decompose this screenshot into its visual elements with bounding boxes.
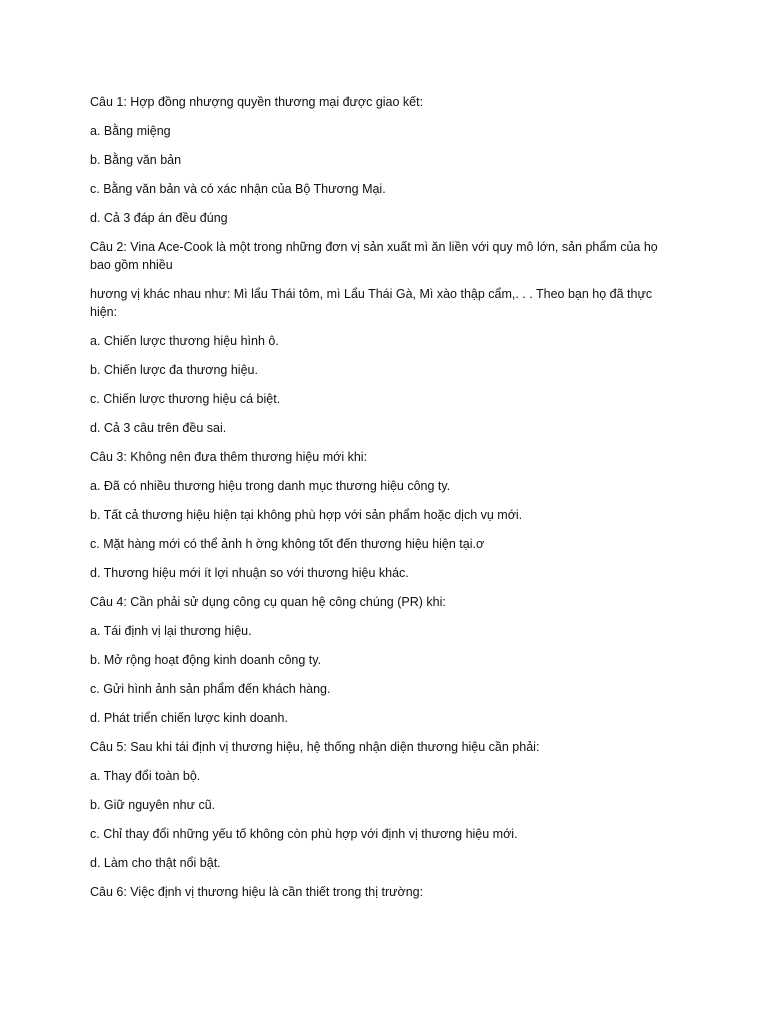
- question-2-option-b: b. Chiến lược đa thương hiệu.: [90, 363, 258, 377]
- question-5: Câu 5: Sau khi tái định vị thương hiệu, hệ thống nhận diện thương hiệu cần phải:: [90, 740, 540, 754]
- question-2-continued: hương vị khác nhau như: Mì lẩu Thái tôm, mì Lẩu Thái Gà, Mì xào thập cẩm,. . . Theo bạn họ đã thực hiện:: [90, 287, 653, 319]
- question-2-option-c: c. Chiến lược thương hiệu cá biệt.: [90, 392, 281, 406]
- question-1-option-a: a. Bằng miệng: [90, 124, 171, 138]
- question-4-option-a: a. Tái định vị lại thương hiệu.: [90, 624, 252, 638]
- question-4: Câu 4: Cần phải sử dụng công cụ quan hệ công chúng (PR) khi:: [90, 595, 446, 609]
- question-3-option-a: a. Đã có nhiều thương hiệu trong danh mục thương hiệu công ty.: [90, 479, 451, 493]
- question-1-option-c: c. Bằng văn bản và có xác nhận của Bộ Thương Mại.: [90, 182, 386, 196]
- question-3: Câu 3: Không nên đưa thêm thương hiệu mới khi:: [90, 450, 368, 464]
- document-body: [90, 93, 680, 912]
- question-5-option-b: b. Giữ nguyên như cũ.: [90, 798, 216, 812]
- question-4-option-c: c. Gửi hình ảnh sản phẩm đến khách hàng.: [90, 682, 331, 696]
- question-1-option-b: b. Bằng văn bản: [90, 153, 182, 167]
- question-2-option-d: d. Cả 3 câu trên đều sai.: [90, 421, 227, 435]
- question-5-option-c: c. Chỉ thay đổi những yếu tố không còn phù hợp với định vị thương hiệu mới.: [90, 827, 518, 841]
- question-4-option-b: b. Mở rộng hoạt động kinh doanh công ty.: [90, 653, 322, 667]
- question-3-option-d: d. Thương hiệu mới ít lợi nhuận so với thương hiệu khác.: [90, 566, 409, 580]
- question-2-option-a: a. Chiến lược thương hiệu hình ô.: [90, 334, 279, 348]
- question-3-option-b: b. Tất cả thương hiệu hiện tại không phù hợp với sản phẩm hoặc dịch vụ mới.: [90, 508, 523, 522]
- question-5-option-d: d. Làm cho thật nổi bật.: [90, 856, 221, 870]
- question-2: Câu 2: Vina Ace-Cook là một trong những đơn vị sản xuất mì ăn liền với quy mô lớn, sản phẩm của họ bao gồm nhiều: [90, 240, 658, 272]
- question-3-option-c: c. Mặt hàng mới có thể ảnh h ờng không tốt đến thương hiệu hiện tại.ơ: [90, 537, 485, 551]
- question-6: Câu 6: Việc định vị thương hiệu là cần thiết trong thị trường:: [90, 885, 424, 899]
- question-1-option-d: d. Cả 3 đáp án đều đúng: [90, 211, 228, 225]
- question-1: Câu 1: Hợp đồng nhượng quyền thương mại được giao kết:: [90, 95, 424, 109]
- question-4-option-d: d. Phát triển chiến lược kinh doanh.: [90, 711, 288, 725]
- question-5-option-a: a. Thay đổi toàn bộ.: [90, 769, 201, 783]
